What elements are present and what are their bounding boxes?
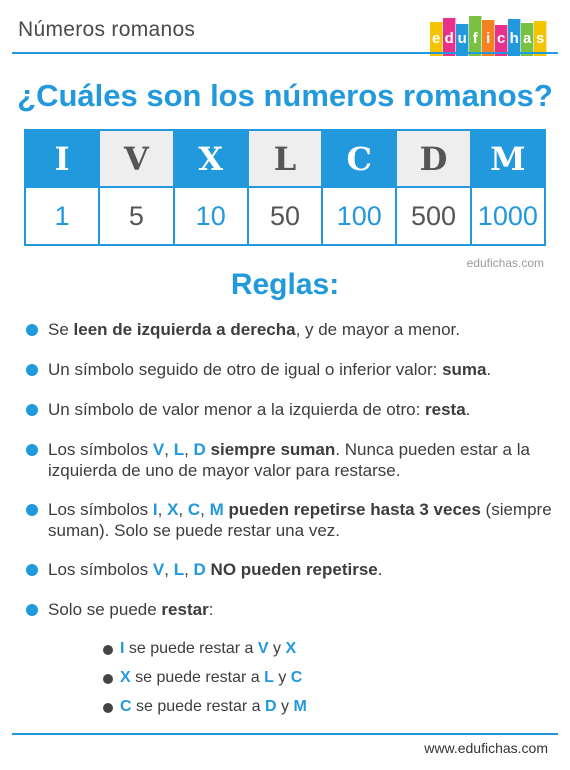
- value-cell: 1000: [471, 187, 545, 245]
- numeral-values-row: [25, 187, 545, 245]
- sub-bullet-icon: [103, 645, 113, 655]
- rule-5: Los símbolos I, X, C, M pueden repetirse hasta 3 veces (siempre suman). Solo se puede restar una vez.: [48, 500, 552, 540]
- logo-letter: e: [432, 30, 441, 47]
- header-divider: [12, 52, 558, 54]
- subtraction-item: X se puede restar a L y C: [120, 669, 303, 686]
- sub-bullet-icon: [103, 703, 113, 713]
- footer-divider: [12, 733, 558, 735]
- page-title: ¿Cuáles son los números romanos?: [17, 78, 553, 113]
- logo-letter: a: [523, 30, 532, 47]
- numeral-cell: C: [322, 130, 396, 187]
- value-cell: 100: [322, 187, 396, 245]
- numeral-cell: X: [174, 130, 248, 187]
- numeral-cell: V: [99, 130, 173, 187]
- rule-3: Un símbolo de valor menor a la izquierda de otro: resta.: [48, 400, 471, 419]
- logo-letter: u: [457, 30, 467, 47]
- rule-4: Los símbolos V, L, D siempre suman. Nunca pueden estar a la izquierda de uno de mayor valor para restarse.: [48, 440, 530, 480]
- roman-numerals-table: [24, 129, 546, 246]
- numeral-cell: M: [471, 130, 545, 187]
- logo-letter: s: [536, 30, 545, 47]
- bullet-icon: [26, 604, 38, 616]
- watermark: edufichas.com: [466, 256, 544, 270]
- logo-letter: h: [509, 30, 519, 47]
- sub-bullet-icon: [103, 674, 113, 684]
- rule-6: Los símbolos V, L, D NO pueden repetirse.: [48, 560, 383, 579]
- value-cell: 10: [174, 187, 248, 245]
- value-cell: 5: [99, 187, 173, 245]
- logo-letter: d: [444, 30, 454, 47]
- rule-2: Un símbolo seguido de otro de igual o inferior valor: suma.: [48, 360, 492, 379]
- footer-url: www.edufichas.com: [424, 740, 548, 756]
- logo-letter: f: [472, 30, 478, 47]
- logo-letter: i: [486, 30, 491, 47]
- numeral-cell: L: [248, 130, 322, 187]
- numeral-cell: D: [396, 130, 470, 187]
- bullet-icon: [26, 364, 38, 376]
- numeral-cell: I: [25, 130, 99, 187]
- bullet-icon: [26, 404, 38, 416]
- subtraction-item: I se puede restar a V y X: [120, 640, 297, 657]
- rule-1: Se leen de izquierda a derecha, y de mayor a menor.: [48, 320, 460, 339]
- rule-7: Solo se puede restar:: [48, 600, 214, 619]
- bullet-icon: [26, 444, 38, 456]
- numeral-letters-row: [25, 130, 545, 187]
- rules-heading: Reglas:: [230, 268, 340, 301]
- value-cell: 1: [25, 187, 99, 245]
- bullet-icon: [26, 324, 38, 336]
- bullet-icon: [26, 504, 38, 516]
- bullet-icon: [26, 564, 38, 576]
- subtraction-item: C se puede restar a D y M: [120, 698, 307, 715]
- logo-letter: c: [497, 30, 506, 47]
- value-cell: 500: [396, 187, 470, 245]
- value-cell: 50: [248, 187, 322, 245]
- header-title: Números romanos: [18, 18, 196, 41]
